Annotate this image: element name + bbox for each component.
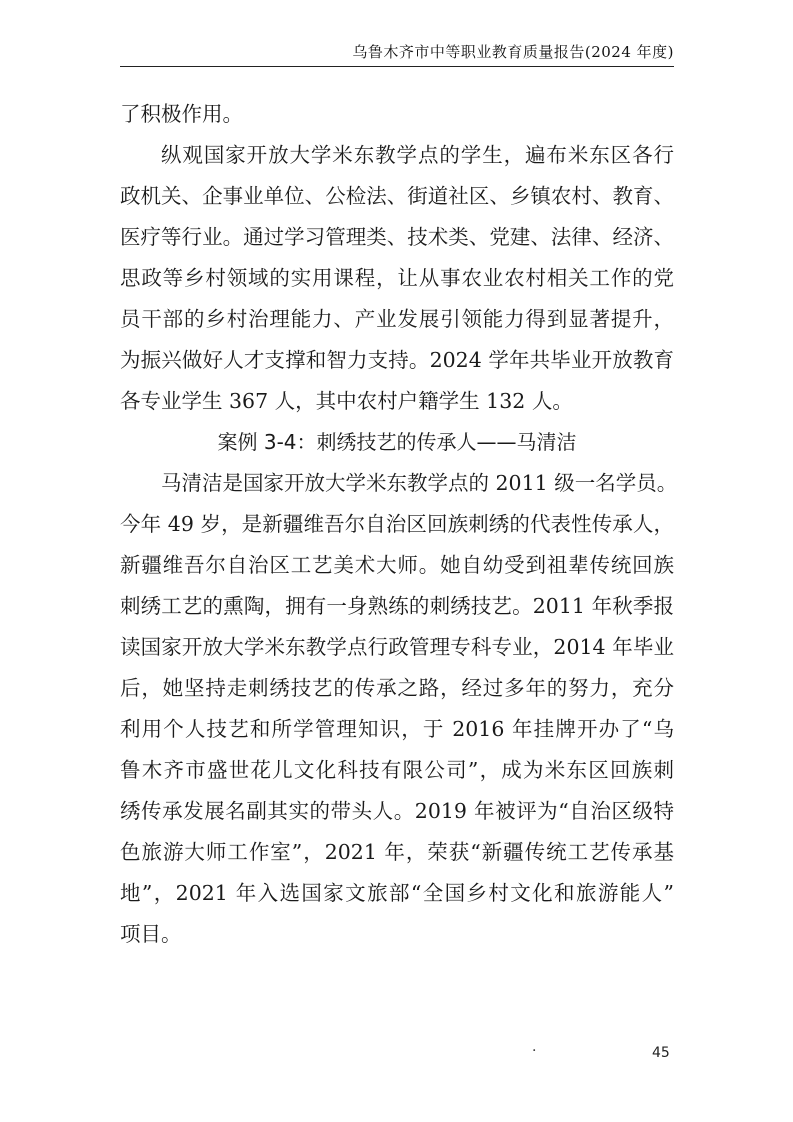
case-line: 刺绣工艺的熏陶，拥有一身熟练的刺绣技艺。2011 年秋季报 — [120, 594, 674, 618]
case-title: 案例 3-4：刺绣技艺的传承人——马清洁 — [217, 430, 577, 454]
case-line: 后，她坚持走刺绣技艺的传承之路，经过多年的努力，充分 — [120, 676, 674, 700]
paragraph-line: 各专业学生 367 人，其中农村户籍学生 132 人。 — [120, 389, 573, 413]
page-header: 乌鲁木齐市中等职业教育质量报告(2024 年度) — [352, 43, 674, 61]
page-number: 45 — [652, 1045, 670, 1061]
paragraph-line: 为振兴做好人才支撑和智力支持。2024 学年共毕业开放教育 — [120, 348, 674, 372]
case-line: 项目。 — [120, 922, 182, 946]
case-line: 色旅游大师工作室”，2021 年，荣获“新疆传统工艺传承基 — [120, 840, 674, 864]
footer-dot: · — [532, 1043, 537, 1059]
paragraph-line: 政机关、企事业单位、公检法、街道社区、乡镇农村、教育、 — [120, 184, 674, 208]
case-line: 新疆维吾尔自治区工艺美术大师。她自幼受到祖辈传统回族 — [120, 553, 674, 577]
case-line: 绣传承发展名副其实的带头人。2019 年被评为“自治区级特 — [120, 799, 674, 823]
paragraph-line: 员干部的乡村治理能力、产业发展引领能力得到显著提升， — [120, 307, 674, 331]
case-line: 今年 49 岁，是新疆维吾尔自治区回族刺绣的代表性传承人， — [120, 512, 674, 536]
case-line: 鲁木齐市盛世花儿文化科技有限公司”，成为米东区回族刺 — [120, 758, 674, 782]
paragraph-line: 思政等乡村领域的实用课程，让从事农业农村相关工作的党 — [120, 266, 674, 290]
case-line: 利用个人技艺和所学管理知识，于 2016 年挂牌开办了“乌 — [120, 717, 674, 741]
paragraph-line: 纵观国家开放大学米东教学点的学生，遍布米东区各行 — [161, 143, 674, 167]
header-divider — [120, 66, 674, 67]
paragraph-line: 了积极作用。 — [120, 102, 243, 126]
case-line: 读国家开放大学米东教学点行政管理专科专业，2014 年毕业 — [120, 635, 674, 659]
case-line: 马清洁是国家开放大学米东教学点的 2011 级一名学员。 — [161, 471, 678, 495]
case-line: 地”，2021 年入选国家文旅部“全国乡村文化和旅游能人” — [120, 881, 674, 905]
paragraph-line: 医疗等行业。通过学习管理类、技术类、党建、法律、经济、 — [120, 225, 674, 249]
document-body — [120, 94, 678, 955]
